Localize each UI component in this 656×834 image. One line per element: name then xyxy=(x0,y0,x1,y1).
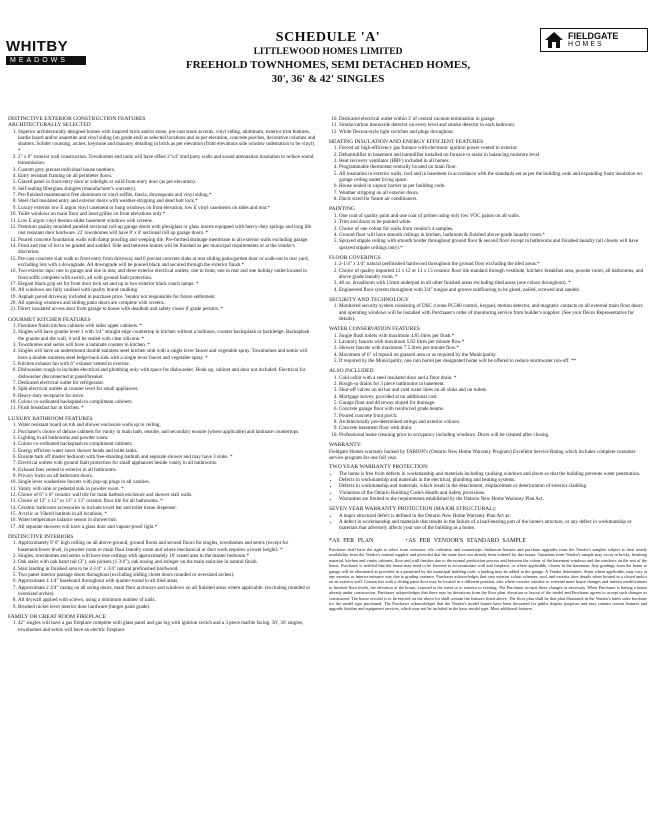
gourmet-list xyxy=(8,323,316,412)
list-item: 7. Poured concrete front porch. xyxy=(339,413,647,419)
list-item: 5. Garage floor and driveway sloped for drainage. xyxy=(339,400,647,406)
seven-year-title: SEVEN YEAR WARRANTY PROTECTION (MAJOR STRUCTURAL): xyxy=(329,506,497,513)
as-per-plan: *AS PER PLAN xyxy=(329,537,374,544)
list-item: 1. Monitored security system consisting of DSC 4 zone PC500 control, keypad, motion detector, and magnetic contacts on all external main floor doors and operating windows will be installed with Purchaser's order of monitoring service from builder's supplier. (See your Décor Representative for details). xyxy=(339,303,647,322)
list-item: • Defects in workmanship and materials in the electrical, plumbing and heating systems. xyxy=(339,477,647,483)
brand-right-name: FIELDGATE xyxy=(568,30,619,41)
whitby-meadows-logo xyxy=(6,38,116,65)
electrical-list xyxy=(329,116,647,135)
list-item: • Defects in workmanship and materials, which result in the detachment, displacement or deterioration of exterior cladding. xyxy=(339,483,647,489)
list-item: 17. All separate showers will have a glass door and vapour-proof light.* xyxy=(18,524,316,530)
warranty-title: WARRANTY: xyxy=(329,442,362,449)
security-title: SECURITY AND TECHNOLOGY xyxy=(329,296,409,303)
list-item: 1. Single flush toilets with maximum 4.85 litres per flush.* xyxy=(339,333,647,339)
painting-title: PAINTING xyxy=(329,206,355,213)
list-item: 8. Split electrical outlets at counter level for small appliances. xyxy=(18,386,316,392)
brand-right-sub: HOMES xyxy=(568,41,604,49)
list-item: 1. Water resistant board on tub and shower enclosure walls up to ceiling. xyxy=(18,422,316,428)
list-item: 7. Electrical outlets with ground fault protection for small appliances beside vanity in all bathrooms. xyxy=(18,460,316,466)
floor-title: FLOOR COVERINGS xyxy=(329,254,381,261)
water-list xyxy=(329,333,647,365)
list-item: 14. Front and rear of lot to be graded and sodded. Side and between homes will be finished as per municipal requirements or at the vendor's discretion. xyxy=(18,243,316,256)
list-item: 11. Smoke/carbon monoxide detector on every level and smoke detector in each bedroom. xyxy=(339,122,647,128)
list-item: 7. Pre-finished maintenance free aluminum or vinyl soffits, fascia, downspouts and vinyl siding.* xyxy=(18,192,316,198)
heating-title: HEATING INSULATION AND ENERGY EFFICIENT FEATURES xyxy=(329,139,484,146)
list-item: 4. Stair landing in finished area to be 2-1/4" x 3/4" natural prefinished hardwood. xyxy=(18,566,316,572)
floor-list xyxy=(329,261,647,293)
brand-left-sub: MEADOWS xyxy=(6,56,86,65)
as-per-notes xyxy=(329,538,647,544)
list-item: 1. 2-1/4" x 3/4" natural prefinished hardwood throughout the ground floor excluding the tiled areas.* xyxy=(339,261,647,267)
list-item: 13. Choice of 12" x 12" or 13" x 13" ceramic floor tile for all bathrooms. * xyxy=(18,498,316,504)
list-item: • A major structural defect is defined in the Ontario New Home Warranty Plan Act as: xyxy=(339,513,647,519)
two-year-title: TWO YEAR WARRANTY PROTECTION: xyxy=(329,464,429,471)
list-item: 10. Toilet windows on main floor and inset grilles on front elevations only.* xyxy=(18,211,316,217)
list-item: 1. Forced air high-efficiency gas furnace with electronic ignition power vented to exterior. xyxy=(339,145,647,151)
brand-left-name: WHITBY xyxy=(6,38,69,55)
list-item: 2. Singles, townhomes and semis will have true ceilings with approximately 10' raised area in the master bedroom.* xyxy=(18,553,316,559)
list-item: 15. Pre-cast concrete slab walk to front entry from driveway and 6 precast concrete slabs at rear sliding patio/garden door or walk-out to rear yard, excluding lots with a downgrade. All downgrade will be poured black and secured through the exterior finish.* xyxy=(18,256,316,269)
list-item: 3. Lighting in all bathrooms and powder room. xyxy=(18,435,316,441)
list-item: 1. Superior architecturally designed homes with inspired brick and/or stone, pre-cast stone accents, vinyl siding, aluminum, exterior trim features, hardie board and/or anaemite and vinyl siding (on grade end) as selected locations and as per elevation, concrete porches, decorative columns and shutters. Solider coursing, arches, keystone and masonry detailing in brick as per elevation (front elevations side window indentation to be vinyl). * xyxy=(18,129,316,154)
also-list xyxy=(329,375,647,438)
list-item: 11. Low E argon vinyl thermo-slider basement windows with screens. xyxy=(18,218,316,224)
fieldgate-homes-logo xyxy=(540,28,648,52)
list-item: 1. Cold cellar with a steel insulated door and a floor drain. * xyxy=(339,375,647,381)
list-item: 4. Mortgage survey, provided at no additional cost. xyxy=(339,394,647,400)
list-item: 8. All drywall applied with screws, using a minimum number of nails. xyxy=(18,597,316,603)
header-line-1: FREEHOLD TOWNHOMES, SEMI DETACHED HOMES, xyxy=(185,59,471,71)
luxury-title: LUXURY BATHROOM FEATURES xyxy=(8,415,93,422)
list-item: 2. Choice of quality imported 12 x 12 or 13 x 13 ceramic floor tile standard through vestibule, kitchen/ breakfast area, powder room, all bathrooms, and above grade laundry room. * xyxy=(339,268,647,281)
list-item: 4. Entry resistant framing on all perimeter doors. xyxy=(18,173,316,179)
gourmet-title: GOURMET KITCHEN FEATURES xyxy=(8,316,91,323)
list-item: 7. Dedicated electrical outlet for refrigerator. xyxy=(18,380,316,386)
list-item: 10. Professional home cleaning prior to occupancy including windows. Ducts will be cleaned after closing. xyxy=(339,432,647,438)
exterior-list xyxy=(8,129,316,313)
list-item: 3. Shower faucets with maximum 7.5 litres per minute flow.* xyxy=(339,345,647,351)
schedule-title: SCHEDULE 'A' xyxy=(275,30,381,45)
right-column xyxy=(329,116,647,612)
list-item: 6. Concrete garage floor with reinforced grade beams. xyxy=(339,406,647,412)
list-item: 5. If required by the Municipality, one rain barrel per designated home will be offered to reduce stormwater run-off. ** xyxy=(339,358,647,364)
list-item: 5. Two panel interior passage doors throughout (excluding sliding closet doors rounded or oversized arches). xyxy=(18,572,316,578)
list-item: 5. Energy efficient water saver shower heads and toilet tanks. xyxy=(18,448,316,454)
list-item: 5. All insulation in exterior walls, roof and in basement in accordance with the standards set as per the building code and expanding foam insulation on garage ceiling under living space. xyxy=(339,171,647,184)
list-item: 5. Glazed panel in front entry door or sidelight or solid front entry door (as per elevation). xyxy=(18,179,316,185)
as-per-vendor: +AS PER VENDOR'S STANDARD SAMPLE xyxy=(404,537,527,544)
list-item: 3. Townhomes and semis will have a laminate counter in kitchen. * xyxy=(18,342,316,348)
list-item: 3. Custom grey precast individual house numbers. xyxy=(18,167,316,173)
two-year-list xyxy=(329,471,647,503)
list-item: 3. Heat recovery ventilator (HRV) included in all homes. xyxy=(339,158,647,164)
list-item: 15. Acrylic or Vikrell bathtub in all locations. * xyxy=(18,511,316,517)
heating-list xyxy=(329,145,647,202)
list-item: 3. 40 oz. broadloom with 11mm underpad in all other finished areas excluding tiled areas (one colour throughout). * xyxy=(339,280,647,286)
list-item: 1. Furniture finish kitchen cabinets with taller upper cabinets. * xyxy=(18,323,316,329)
interiors-title: DISTINCTIVE INTERIORS xyxy=(8,534,74,540)
security-list xyxy=(329,303,647,322)
exterior-title: DISTINCTIVE EXTERIOR CONSTRUCTION FEATURES xyxy=(8,116,146,122)
list-item: 11. Vanity with sink or pedestal sink in powder room. * xyxy=(18,486,316,492)
list-item: 9. Heavy-duty receptacle for stove. xyxy=(18,393,316,399)
list-item: 6. Approximate 4 1/4" baseboard throughout with quarter-round in all tiled areas. xyxy=(18,578,316,584)
list-item: 2. Trim and doors to be painted white. xyxy=(339,219,647,225)
list-item: • Warranties are limited to the requirements established by the Ontario New Home Warranty Plan Act. xyxy=(339,496,647,502)
seven-year-list xyxy=(329,513,647,532)
list-item: 10. Colour co-ordinated backsplash to compliment cabinets. xyxy=(18,399,316,405)
list-item: 9. Brushed nickel lever interior door hardware (hinges paint grade). xyxy=(18,604,316,610)
left-column xyxy=(8,116,316,633)
list-item: 10. Dedicated electrical outlet within 3' of central vacuum termination in garage. xyxy=(339,116,647,122)
interiors-list xyxy=(8,540,316,610)
company-name: LITTLEWOOD HOMES LIMITED xyxy=(253,47,403,57)
list-item: 2. Singles will have granite level 1 with 3/4" straight edge countertop in kitchen without a bullnose, counter backsplash or backledge. Backsplash the granite and the wall, it will be sealed with clear silicone. * xyxy=(18,329,316,342)
list-item: 8. Architecturally pre-determined strings and exterior colours. xyxy=(339,419,647,425)
list-item: 4. Programmable thermostat centrally located on main floor. xyxy=(339,164,647,170)
list-item: 10. Single lever washerless faucets with pop-up plugs in all vanities. xyxy=(18,479,316,485)
list-item: 1. One coat of quality paint and one coat of primer using only low VOC paints on all walls. xyxy=(339,213,647,219)
list-item: 9. Luxury exterior low E argon vinyl casement or hung windows on front elevation, low E vinyl casements on sides and rear.* xyxy=(18,205,316,211)
list-item: 2. Purchaser's choice of deluxe cabinets for vanity in main bath, ensuite, and secondary ensuite (where applicable) and laminate countertops. xyxy=(18,429,316,435)
list-item: 4. Ground floor will have smooth ceilings in kitchen, bathroom & finished above-grade laundry room.* xyxy=(339,232,647,238)
luxury-list xyxy=(8,422,316,530)
list-item: 16. Water temperature balance sensor in shower/tub. xyxy=(18,517,316,523)
list-item: 8. Ducts sized for future air conditioners. xyxy=(339,196,647,202)
list-item: 6. House sealed in vapour barrier as per building code. xyxy=(339,183,647,189)
list-item: 2. 2" x 6" exterior wall construction. Townhomes end units will have offset 2"x4" stud party walls and sound attenuation insulation to reduce sound transmission. xyxy=(18,154,316,167)
list-item: 14. Ceramic bathroom accessories to include towel bar and toilet tissue dispenser. xyxy=(18,505,316,511)
list-item: 11. Flush breakfast bar in kitchen. * xyxy=(18,405,316,411)
list-item: 12. White Decora-style light switches and plugs throughout. xyxy=(339,129,647,135)
list-item: 6. Ensuite bath off master bedroom with free-standing bathtub and separate shower and may have 3 sinks. * xyxy=(18,454,316,460)
list-item: 6. Self sealing fiberglass shingles (manufacturer's warranty). xyxy=(18,186,316,192)
list-item: 18. All windows are fully caulked with quality brand caulking. xyxy=(18,287,316,293)
list-item: 6. Dishwasher rough-in includes electrical and plumbing only with space for dishwasher. Hook up, cabinet and door not included. Electrical for dishwasher disconnected at panel/breaker. xyxy=(18,367,316,380)
list-item: 17. Elegant black grip set for front door lock set and up to two exterior black coach lamps. * xyxy=(18,281,316,287)
list-item: 2. Dehumidifier in basement and humidifier installed on furnace to assist in balancing moisture level. xyxy=(339,152,647,158)
list-item: 12. Choice of 6" x 8" ceramic wall tile for main bathtub enclosure and shower stall walls. xyxy=(18,492,316,498)
list-item: 3. Choice of one colour for walls from vendor's 4 samples. xyxy=(339,226,647,232)
list-item: 8. Exhaust fans vented to exterior in all bathrooms. xyxy=(18,467,316,473)
list-item: 13. Poured concrete foundation walls with damp proofing and weeping tile. Pre-formed drainage membrane to all exterior walls excluding garage. xyxy=(18,237,316,243)
painting-list xyxy=(329,213,647,251)
list-item: 12. Premium quality moulded paneled sectional roll-up garage doors with plexiglass or glass inserts equipped with heavy-duty springs and long life rust resistant door hardware. 22' townhomes will have 8' x 8' sectional roll up garage doors. * xyxy=(18,224,316,237)
list-item: 2. Rough-in drains for 3 piece bathrooms in basement. xyxy=(339,381,647,387)
warranty-text: Fieldgate Homes warranty backed by TARION's (Ontario New Home Warranty Program) Excellent Service Rating which includes complete customer service program for one full year. xyxy=(329,448,636,461)
list-item: 20. All opening windows and sliding patio doors are complete with screens. xyxy=(18,300,316,306)
list-item: 16. Two exterior taps: one in garage and one in rear, and three exterior electrical outlets, one in front, one in rear and one holiday outlet located in front soffit complete with switch, all with ground fault protection. xyxy=(18,268,316,281)
list-item: 7. Weather stripping on all exterior doors. xyxy=(339,190,647,196)
fine-print: Purchaser shall have the right to select from overstate, tile, cabinetry and countertops, bathroom fixtures and purchase upgrades from the Vendor's samples subject to their timely availability from the Vendor's normal supplier and provided that the same have not already been ordered for this house. Variations from Vendor's sample may occur in bricks, finishing material, kitchen and vanity cabinets, floor and wall finishes due to the normal production process and between the colour of the basement windows and the windows on the rest of the home. Purchaser is notified that the house may need to be lowered to accommodate wall and fireplace, or where applicable, closets in the basement. Any gradings from the home to garage will be eliminated as provided in a permitted by the municipal building code, a landing may be added in the garage. A Vendor determines. Steps where applicable, may vary at any exterior or interior entrance way due to grading variance. Purchaser acknowledges that vary exterior colour schemes, roof, and exterior door details when located in a closed and/or on an exterior wall. Certain lots with a sliding patio door may be located in a different position, also where exterior window or external main house changes and interior modifications to finished floor levels, the elevation of the house, exposed to the street or to exterior to existing. The Purchaser accepts these changes as necessary. When Purchaser is having a house already under construction, Purchaser acknowledges that there may be deviations from the floor plan, elevation or layout of the model and Purchaser agrees to accept such changes as constructed. The house erected is to be erected on the above lot shall contain the features listed above. The floor plan shall be that plan illustrated in the Vendor's latest sales brochure for the model type purchased. The Purchaser acknowledges that the Vendor's model homes have been decorated for public display purposes and may contain certain features and upgrade finishes and equipment services, which may not be included in the basic model type. Most additional features xyxy=(329,546,647,612)
list-item: • Violations of the Ontario Building Code's Health and Safety provisions. xyxy=(339,490,647,496)
list-item: 7. Approximate 2 3/4" casing on all swing doors, main floor archways and windows on all finished areas where applicable. (excluding rounded or oversized arches). xyxy=(18,585,316,598)
list-item: 4. Colour co-ordinated backsplash to compliment cabinets. xyxy=(18,441,316,447)
document-header xyxy=(120,30,536,85)
list-item: 2. Lavatory faucets with maximum 5.82 litres per minute flow.* xyxy=(339,339,647,345)
list-item: 5. Kitchen exhaust fan with 6" exhaust vented to exterior. xyxy=(18,361,316,367)
family-list xyxy=(8,620,316,633)
list-item: 19. Asphalt paved driveway included in purchase price. Vendor not responsible for future settlement. xyxy=(18,294,316,300)
list-item: • A defect in workmanship and materials that results in the failure of a load-bearing part of the home's structure, or any defect in workmanship or materials that adversely affects your use of the building as a home. xyxy=(339,519,647,532)
list-item: 3. Shut-off valves on all hot and cold water lines on all sinks and on toilets. xyxy=(339,387,647,393)
list-item: 21. Direct insulated access door from garage to house with deadbolt and safety closer if grade permits. * xyxy=(18,306,316,312)
list-item: 4. Maximum of 6" of topsoil on grassed area or as required by the Municipality. xyxy=(339,352,647,358)
list-item: 5. Sprayed stipple ceiling with smooth border throughout ground floor & second floor except in bathrooms and finished laundry (all closets will have sprayed stipple ceilings only).* xyxy=(339,238,647,251)
list-item: 4. Singles will have an undermount double stainless steel kitchen sink with a single lever faucet and vegetable spray. Townhomes and semis will have a double stainless steel ledge-back sink with a single lever faucet and vegetable spray. * xyxy=(18,348,316,361)
list-item: 1. 42" singles will have a gas fireplace complete with glass panel and gas log with ignition switch and a 3 piece marble facing. 30', 36' singles, townhomes and semis will have an electric fireplace xyxy=(18,620,316,633)
list-item: 8. Steel clad insulated entry and exterior doors with weather-stripping and dead bolt lock.* xyxy=(18,198,316,204)
list-item: 4. Engineered floor system throughout with 3/4" tongue and groove subflooring to be glued, nailed, screwed and sanded. xyxy=(339,287,647,293)
header-line-2: 30', 36' & 42' SINGLES xyxy=(271,73,385,85)
list-item: 9. Privacy locks on all bathroom doors. xyxy=(18,473,316,479)
list-item: 3. Oak stairs with oak hand rail (3"), oak pickets (1 3/4"), oak nosing and stringer on the main staircase in natural finish. xyxy=(18,559,316,565)
house-icon xyxy=(544,31,564,49)
list-item: • The home is free from defects in workmanship and materials including caulking windows and doors so that the building prevents water penetration. xyxy=(339,471,647,477)
family-title: FAMILY OR GREAT ROOM FIREPLACE xyxy=(8,614,107,621)
list-item: 9. Concrete basement floor with drain. xyxy=(339,425,647,431)
also-title: ALSO INCLUDED xyxy=(329,368,374,375)
exterior-subtitle: ARCHITECTURALLY SELECTED xyxy=(8,122,91,129)
water-title: WATER CONSERVATION FEATURES xyxy=(329,326,420,333)
list-item: 1. Approximately 9' 0" high ceiling on all above-ground, ground floors and second floors for singles, townhomes and semis (except for basement/lower level, in powder room or main floor laundry room and where mechanical or duct work requires a lower height). * xyxy=(18,540,316,553)
